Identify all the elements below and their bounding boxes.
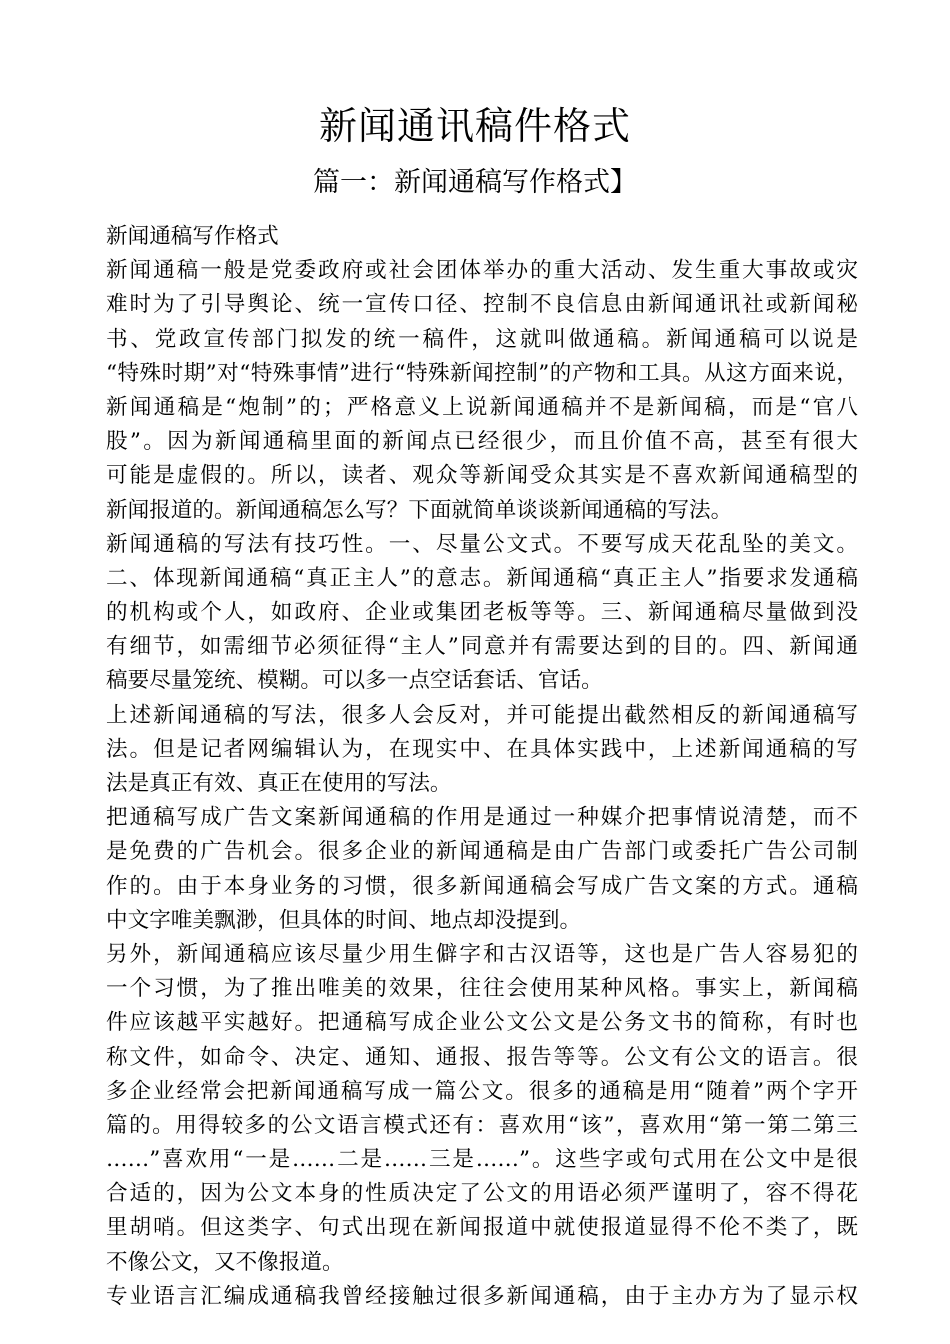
body-text-line: 件应该越平实越好。把通稿写成企业公文公文是公务文书的简称，有时也 [106,1010,858,1036]
body-text-line: 新闻通稿写作格式 [106,224,279,249]
body-text-line: 新闻报道的。新闻通稿怎么写？下面就简单谈谈新闻通稿的写法。 [106,497,733,523]
document-subtitle: 篇一：新闻通稿写作格式】 [313,167,637,198]
body-text-line: “特殊时期”对“特殊事情”进行“特殊新闻控制”的产物和工具。从这方面来说， [106,360,858,386]
body-text-line: 作的。由于本身业务的习惯，很多新闻通稿会写成广告文案的方式。通稿 [106,873,858,899]
body-text-line: 难时为了引导舆论、统一宣传口径、控制不良信息由新闻通讯社或新闻秘 [106,292,858,318]
body-text-line: 的机构或个人，如政府、企业或集团老板等等。三、新闻通稿尽量做到没 [106,600,858,626]
body-text-line: 专业语言汇编成通稿我曾经接触过很多新闻通稿，由于主办方为了显示权 [106,1283,858,1309]
body-text-line: 把通稿写成广告文案新闻通稿的作用是通过一种媒介把事情说清楚，而不 [106,805,858,831]
body-text-line: 称文件，如命令、决定、通知、通报、报告等等。公文有公文的语言。很 [106,1044,858,1070]
body-text-line: 合适的，因为公文本身的性质决定了公文的用语必须严谨明了，容不得花 [106,1181,858,1207]
body-text-line: 新闻通稿是“炮制”的；严格意义上说新闻通稿并不是新闻稿，而是“官八 [106,394,858,420]
body-text-line: 另外，新闻通稿应该尽量少用生僻字和古汉语等，这也是广告人容易犯的 [106,941,858,967]
document-title: 新闻通讯稿件格式 [318,104,631,148]
body-text-line: 法是真正有效、真正在使用的写法。 [106,771,452,796]
body-text-line: 篇的。用得较多的公文语言模式还有：喜欢用“该”，喜欢用“第一第二第三 [106,1112,858,1138]
body-text-line: 多企业经常会把新闻通稿写成一篇公文。很多的通稿是用“随着”两个字开 [106,1078,858,1104]
body-text-line: 一个习惯，为了推出唯美的效果，往往会使用某种风格。事实上，新闻稿 [106,976,858,1002]
body-text-line: 书、党政宣传部门拟发的统一稿件，这就叫做通稿。新闻通稿可以说是 [106,326,858,352]
body-text-line: 新闻通稿的写法有技巧性。一、尽量公文式。不要写成天花乱坠的美文。 [106,531,858,557]
body-text-line: 法。但是记者网编辑认为，在现实中、在具体实践中，上述新闻通稿的写 [106,736,858,762]
body-text-line: 上述新闻通稿的写法，很多人会反对，并可能提出截然相反的新闻通稿写 [106,702,858,728]
document-body [106,220,858,1314]
body-text-line: 可能是虚假的。所以，读者、观众等新闻受众其实是不喜欢新闻通稿型的 [106,463,858,489]
body-text-line: ……”喜欢用“一是……二是……三是……”。这些字或句式用在公文中是很 [106,1147,858,1173]
body-text-line: 有细节，如需细节必须征得“主人”同意并有需要达到的目的。四、新闻通 [106,634,858,660]
body-text-line: 中文字唯美飘渺，但具体的时间、地点却没提到。 [106,907,582,933]
body-text-line: 稿要尽量笼统、模糊。可以多一点空话套话、官话。 [106,668,603,694]
body-text-line: 里胡哨。但这类字、句式出现在新闻报道中就使报道显得不伦不类了，既 [106,1215,858,1241]
body-text-line: 新闻通稿一般是党委政府或社会团体举办的重大活动、发生重大事故或灾 [106,258,858,284]
body-text-line: 是免费的广告机会。很多企业的新闻通稿是由广告部门或委托广告公司制 [106,839,858,865]
body-text-line: 不像公文，又不像报道。 [106,1249,344,1275]
body-text-line: 二、体现新闻通稿“真正主人”的意志。新闻通稿“真正主人”指要求发通稿 [106,565,858,591]
body-text-line: 股”。因为新闻通稿里面的新闻点已经很少，而且价值不高，甚至有很大 [106,429,858,455]
